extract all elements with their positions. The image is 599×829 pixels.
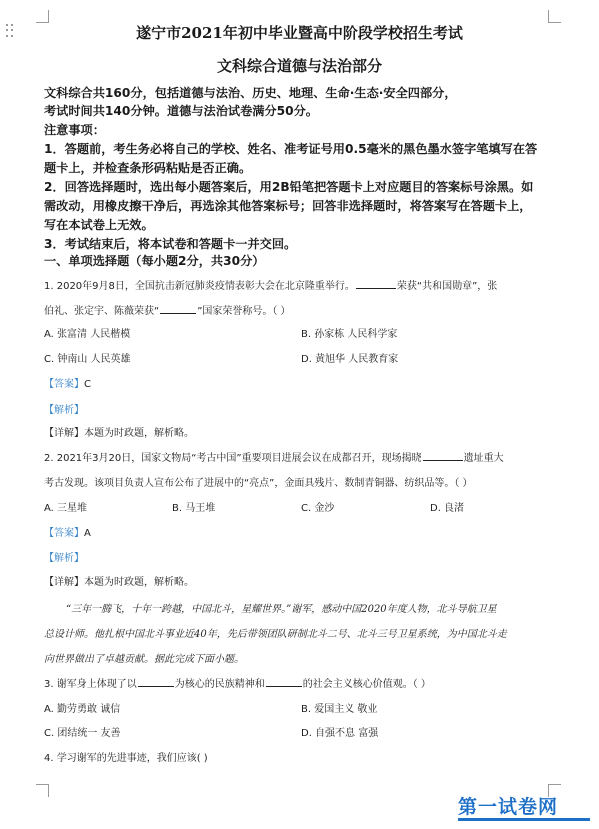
answer-blank	[160, 302, 196, 314]
intro-line: 注意事项：	[44, 123, 105, 137]
answer-label: 【答案】	[44, 379, 84, 390]
watermark-logo: 第一试卷网	[458, 796, 559, 818]
section-heading: 一、单项选择题（每小题2分，共30分）	[44, 254, 265, 268]
analysis-label: 【解析】	[44, 405, 84, 416]
question-3-line-1	[44, 675, 431, 690]
detail-text: 【详解】本题为时政题，解析略。	[44, 428, 194, 439]
exam-subtitle: 文科综合道德与法治部分	[216, 57, 382, 75]
question-text: 伯礼、张定宇、陈薇荣获“	[44, 306, 160, 317]
question-text: 3. 谢军身上体现了以	[44, 679, 137, 690]
passage-line: “三年一腾飞，十年一跨越，中国北斗，星耀世界。”谢军，感动中国2020年度人物，北斗导航卫星	[66, 604, 497, 615]
option-b: B. 孙家栋 人民科学家	[301, 329, 398, 340]
option-a: A. 勤劳勇敢 诚信	[44, 704, 121, 715]
answer-blank	[423, 449, 463, 461]
passage-line: 总设计师。他扎根中国北斗事业近40年，先后带领团队研制北斗二号、北斗三号卫星系统，为中国北斗走	[44, 629, 507, 640]
question-text: 为核心的民族精神和	[174, 679, 265, 690]
answer-blank	[266, 675, 302, 687]
intro-line: 考试时间共140分钟。道德与法治试卷满分50分。	[44, 104, 318, 118]
detail-text: 【详解】本题为时政题，解析略。	[44, 577, 194, 588]
intro-line: 需改动，用橡皮擦干净后，再选涂其他答案标号；回答非选择题时，将答案写在答题卡上，	[44, 199, 532, 213]
answer-row	[44, 524, 91, 539]
option-d: D. 自强不息 富强	[301, 728, 379, 739]
watermark-underline	[458, 818, 590, 821]
answer-value: A	[84, 528, 91, 539]
option-d: D. 黄旭华 人民教育家	[301, 354, 399, 365]
analysis-label: 【解析】	[44, 553, 84, 564]
question-text: 荣获“共和国勋章”，张	[396, 281, 498, 292]
answer-value: C	[84, 379, 91, 390]
intro-line: 3．考试结束后，将本试卷和答题卡一并交回。	[44, 237, 297, 251]
intro-line: 2．回答选择题时，选出每小题答案后，用2B铅笔把答题卡上对应题目的答案标号涂黑。如	[44, 180, 534, 194]
answer-blank	[356, 277, 396, 289]
question-2-line-2: 考古发现。该项目负责人宣布公布了进展中的“亮点”，金面具残片、数制青铜器、纺织品等。（ ）	[44, 478, 473, 489]
passage-line: 向世界做出了卓越贡献。据此完成下面小题。	[44, 654, 244, 665]
question-1-line-1	[44, 277, 497, 292]
option-c: C. 团结统一 友善	[44, 728, 121, 739]
option-c: C. 钟南山 人民英雄	[44, 354, 131, 365]
intro-line: 题卡上，并检查条形码粘贴是否正确。	[44, 161, 252, 175]
question-text: 2. 2021年3月20日，国家文物局“考古中国”重要项目进展会议在成都召开，现场揭晓	[44, 453, 422, 464]
option-a: A. 三星堆	[44, 503, 88, 514]
crop-mark-bottom-left	[36, 784, 49, 797]
option-c: C. 金沙	[301, 503, 335, 514]
intro-line: 1．答题前，考生务必将自己的学校、姓名、准考证号用0.5毫米的黑色墨水签字笔填写在答	[44, 142, 538, 156]
option-b: B. 爱国主义 敬业	[301, 704, 378, 715]
answer-row	[44, 375, 91, 390]
question-text: 的社会主义核心价值观。（ ）	[302, 679, 431, 690]
option-d: D. 良渚	[430, 503, 465, 514]
answer-label: 【答案】	[44, 528, 84, 539]
question-2-line-1	[44, 449, 504, 464]
answer-blank	[138, 675, 174, 687]
exam-title: 遂宁市2021年初中毕业暨高中阶段学校招生考试	[136, 24, 463, 42]
intro-line: 写在本试卷上无效。	[44, 218, 154, 232]
question-text: 1. 2020年9月8日，全国抗击新冠肺炎疫情表彰大会在北京隆重举行。	[44, 281, 355, 292]
intro-line: 文科综合共160分，包括道德与法治、历史、地理、生命·生态·安全四部分，	[44, 86, 457, 100]
question-4: 4. 学习谢军的先进事迹，我们应该( )	[44, 753, 208, 764]
option-a: A. 张富清 人民楷模	[44, 329, 131, 340]
question-1-line-2	[44, 302, 291, 317]
question-text: 遗址重大	[463, 453, 504, 464]
question-text: ”国家荣誉称号。（ ）	[197, 306, 291, 317]
option-b: B. 马王堆	[172, 503, 216, 514]
